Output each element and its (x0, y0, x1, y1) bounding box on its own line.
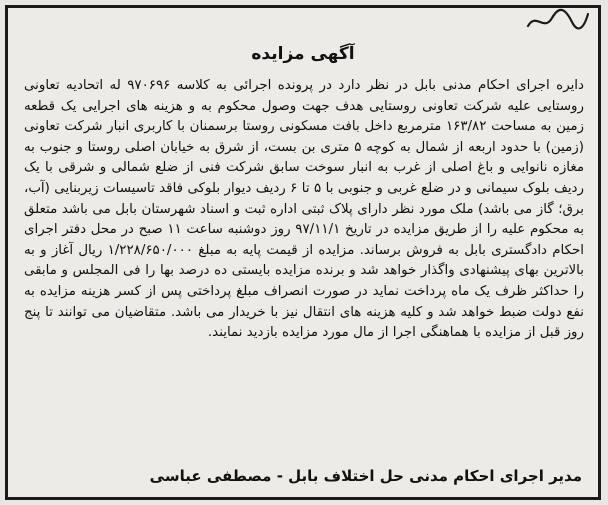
notice-signature: مدیر اجرای احکام مدنی حل اختلاف بابل - مصطفی عباسی (149, 467, 582, 485)
notice-title: آگهی مزایده (251, 44, 355, 64)
notice-frame (5, 5, 601, 500)
handwritten-mark (522, 6, 592, 34)
notice-body (24, 76, 584, 344)
notice-paragraph: دایره اجرای احکام مدنی بابل در نظر دارد در پرونده اجرائی به کلاسه ۹۷۰۶۹۶ له اتحادیه تعاونی روستایی علیه شرکت تعاونی روستایی هدف جهت وصول محکوم به و هزینه های اجرایی یک قطعه زمین به مساحت ۱۶۳/۸۲ مترمربع داخل بافت مسکونی روستا برسمنان با کاربری انبار شرکت تعاونی (زمین) با حدود اربعه از شمال به کوچه ۵ متری بن بست، از شرق به خیابان اصلی روستا و جنوب به مغازه نانوایی و باغ اصلی از غرب به انبار سوخت سابق شرکت فنی از ضلع شمالی و شرقی با یک ردیف بلوک سیمانی و در ضلع غربی و جنوبی با ۵ تا ۶ ردیف دیوار بلوکی فاقد تاسیسات زیربنایی (آب، برق؛ گاز می باشد) ملک مورد نظر دارای پلاک ثبتی اداره ثبت و اسناد شهرستان بابل می باشد متعلق به محکوم علیه را از طریق مزایده در تاریخ ۹۷/۱۱/۱ روز دوشنبه ساعت ۱۱ صبح در محل دفتر اجرای احکام دادگستری بابل به فروش برساند. مزایده از قیمت پایه به مبلغ ۱/۲۲۸/۶۵۰/۰۰۰ ریال آغاز و به بالاترین بهای پیشنهادی واگذار خواهد شد و برنده مزایده بایستی ده درصد بها را فی المجلس و مابقی را حداکثر ظرف یک ماه پرداخت نماید در صورت انصراف مبلغ پرداختی پس از کسر هزینه مزایده به نفع دولت ضبط خواهد شد و کلیه هزینه های انتقال نیز با خریدار می باشد. متقاضیان می توانند تا پنج روز قبل از مزایده با هماهنگی اجرا از مال مورد مزایده بازدید نمایند. (24, 78, 585, 341)
